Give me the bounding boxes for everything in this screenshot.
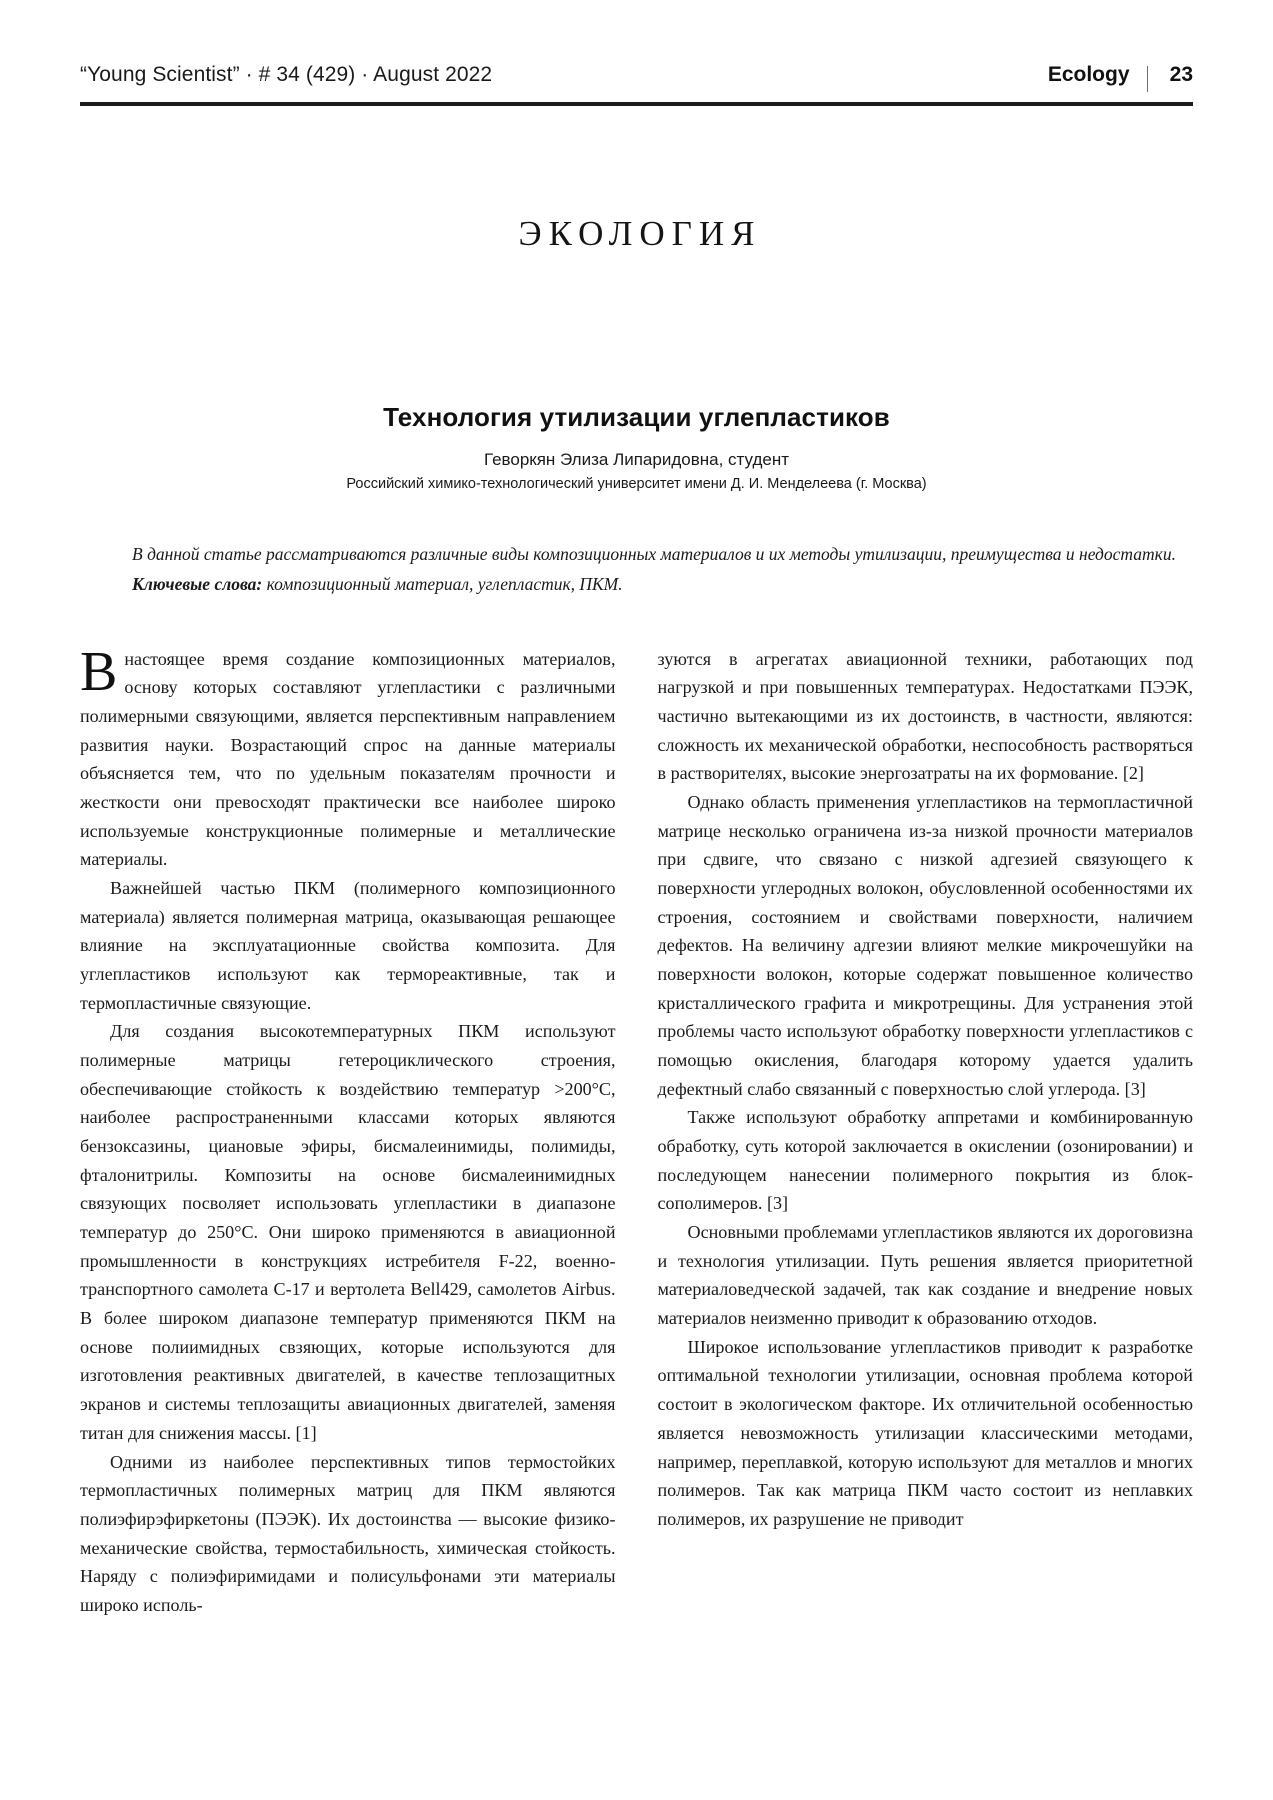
paragraph: Также используют обработку аппретами и комбинированную обработку, суть которой заключается в окислении (озонировании) и последующем нанесении полимерного покрытия из блок-сополимеров. [3] [657,1107,1193,1214]
keywords-label: Ключевые слова: [132,574,263,595]
paragraph: Однако область применения углепластиков на термопластичной матрице несколько ограничена из-за низкой прочности материалов при сдвиге, что связано с низкой адгезией связующего к поверхности углеродных волокон, обусловленной особенностями их строения, состоянием и свойствами поверхности, наличием дефектов. На величину адгезии влияют мелкие микрочешуйки на поверхности волокон, которые содержат повышенное количество кристаллического графита и микротрещины. Для устранения этой проблемы часто используют обработку поверхности углепластиков с помощью окисления, благодаря которому удается удалить дефектный слабо связанный с поверхностью слой углерода. [3] [657,792,1193,1099]
drop-cap: В [80,640,118,703]
article-title: Технология утилизации углепластиков [383,402,890,432]
paragraph-text: настоящее время создание композиционных материалов, основу которых составляют углепластики с различными полимерными связующими, является перспективным направлением развития науки. Возрастающий спрос на данные материалы объясняется тем, что по удельным показателям прочности и жесткости они превосходят практически все наиболее широко используемые конструкционные полимерные и металлические материалы. [80,648,616,870]
header-rule [80,102,1193,106]
left-column [80,640,616,1620]
article-keywords [94,570,1179,598]
abstract-block [80,540,1193,599]
paragraph: Важнейшей частью ПКМ (полимерного композиционного материала) является полимерная матрица, оказывающая решающее влияние на эксплуатационные свойства композита. Для углепластиков используют как термореактивные, так и термопластичные связующие. [80,878,616,1013]
page-number: 23 [1169,63,1193,86]
right-column [658,645,1194,1620]
running-header-journal-info: “Young Scientist” · # 34 (429) · August 2022 [80,63,493,86]
paragraph: Основными проблемами углепластиков являются их дороговизна и технология утилизации. Путь решения является приоритетной материаловедческой задачей, так как создание и внедрение новых материалов неизменно приводит к образованию отходов. [657,1222,1193,1329]
section-heading: ЭКОЛОГИЯ [518,214,762,253]
article-abstract: В данной статье рассматриваются различные виды композиционных материалов и их методы утилизации, преимущества и недостатки. [132,544,1176,564]
paragraph: Для создания высокотемпературных ПКМ используют полимерные матрицы гетероциклического строения, обеспечивающие стойкость к воздействию температур >200°С, наиболее распространенными классами которых являются бензоксазины, циановые эфиры, бисмалеинимиды, полимиды, фталонитрилы. Композиты на основе бисмалеинимидных связующих посволяет использовать углепластики в диапазоне температур до 250°С. Они широко применяются в авиационной промышленности в конструкциях истребителя F-22, военно-транспортного самолета C-17 и вертолета Bell429, самолетов Airbus. В более широком диапазоне температур применяются ПКМ на основе полиимидных свзяющих, которые используются для изготовления реактивных двигателей, в качестве теплозащитных экранов и системы теплозащиты авиационных двигателей, заменяя титан для снижения массы. [1] [80,1021,616,1443]
running-header [80,0,1193,88]
running-header-right-group [1048,62,1193,88]
article-author: Геворкян Элиза Липаридовна, студент [484,450,789,469]
article-affiliation: Российский химико-технологический университет имени Д. И. Менделеева (г. Москва) [346,476,927,492]
running-header-divider [1147,66,1149,92]
paragraph [80,640,616,874]
paragraph: Одними из наиболее перспективных типов термостойких термопластичных полимерных матриц для ПКМ являются полиэфирэфиркетоны (ПЭЭК). Их достоинства — высокие физико-механические свойства, термостабильность, химическая стойкость. Наряду с полиэфиримидами и полисульфонами эти материалы широко исполь- [80,1451,616,1615]
keywords-value: композиционный материал, углепластик, ПКМ. [266,574,623,595]
running-header-section-name: Ecology [1047,63,1130,86]
body-columns [80,640,1193,1620]
paragraph: Широкое использование углепластиков приводит к разработке оптимальной технологии утилизации, основная проблема которой состоит в экологическом факторе. Их отличительной особенностью является невозможность утилизации классическими методами, например, переплавкой, которую используют для металлов и многих полимеров. Так как матрица ПКМ часто состоит из неплавких полимеров, их разрушение не приводит [657,1336,1193,1529]
paragraph: зуются в агрегатах авиационной техники, работающих под нагрузкой и при повышенных температурах. Недостатками ПЭЭК, частично вытекающими из их достоинств, в частности, являются: сложность их механической обработки, неспособность растворяться в растворителях, высокие энергозатраты на их формование. [2] [657,648,1193,784]
article-header [80,402,1193,492]
